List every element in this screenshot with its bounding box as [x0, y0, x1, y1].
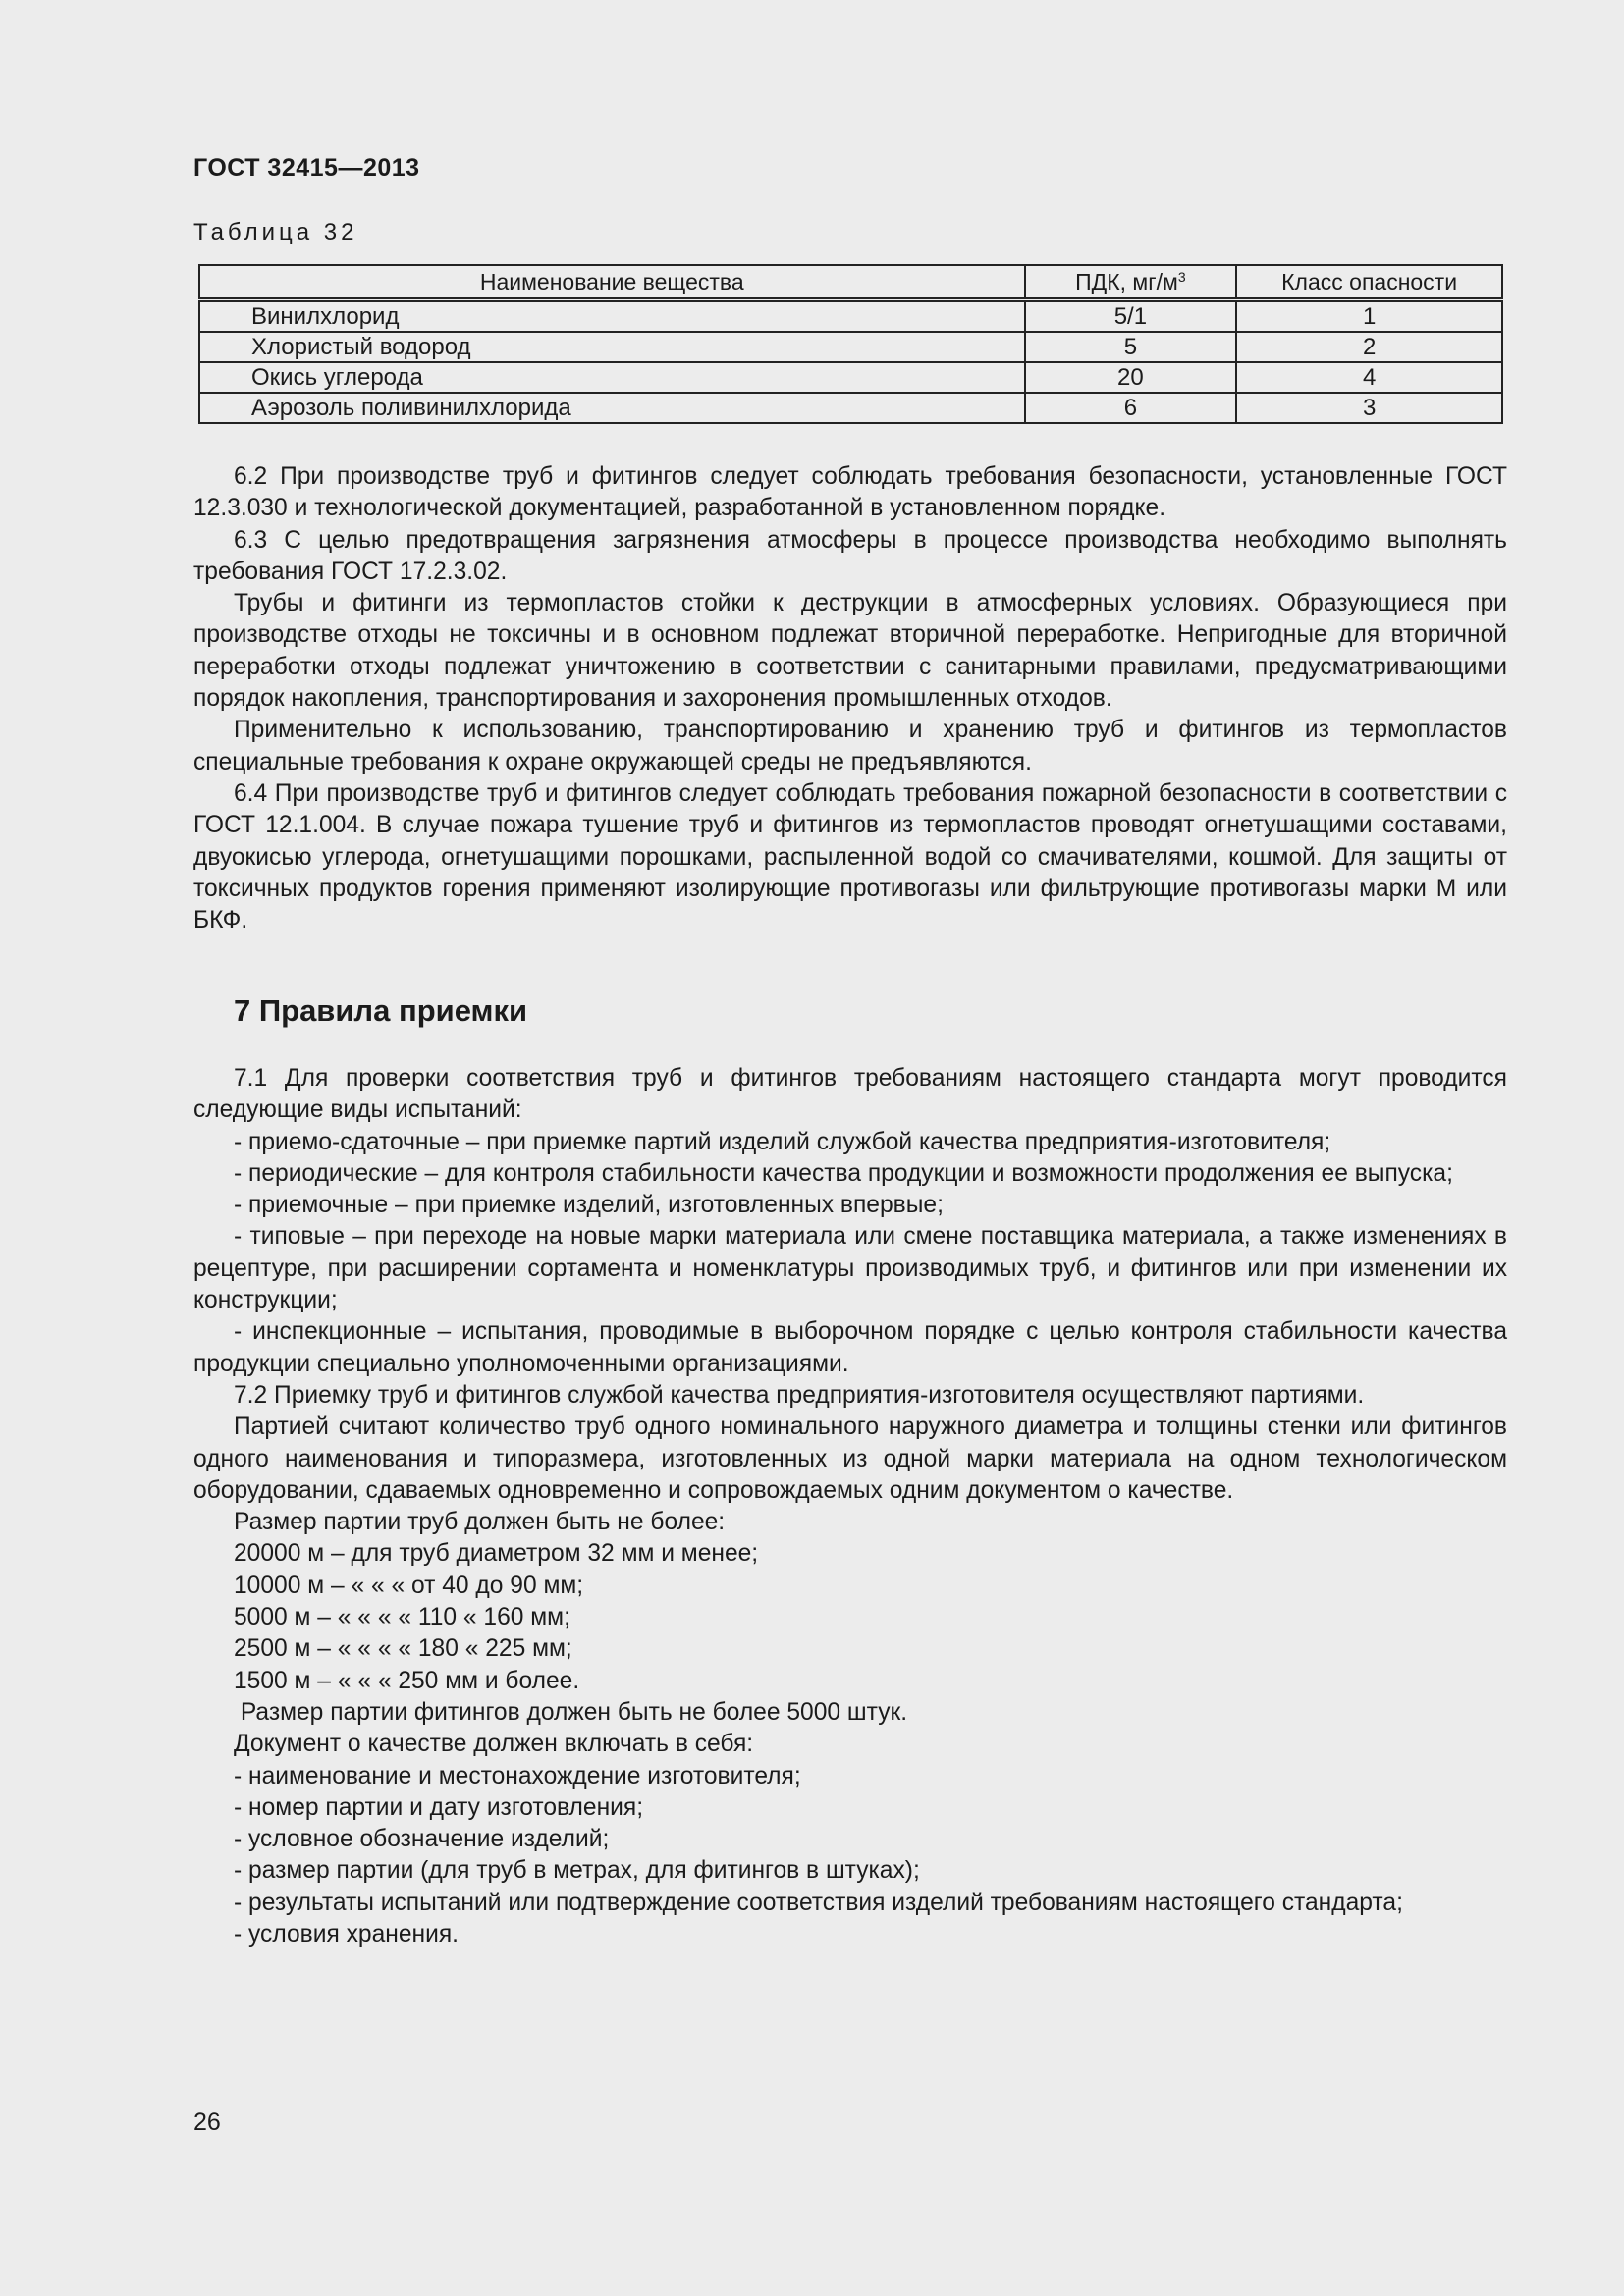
table-row — [199, 332, 1502, 362]
column-header-pdk — [1025, 265, 1237, 300]
list-item: - номер партии и дату изготовления; — [234, 1793, 644, 1821]
list-item: - наименование и местонахождение изготовителя; — [234, 1762, 801, 1789]
page-number: 26 — [193, 2109, 221, 2136]
paragraph-6-3: 6.3 С целью предотвращения загрязнения атмосферы в процессе производства необходимо выполнять требования ГОСТ 17.2.3.02. — [193, 526, 1507, 585]
list-item: - условия хранения. — [234, 1921, 459, 1949]
size-line: 1500 м – « « « 250 мм и более. — [234, 1667, 580, 1694]
pdk-superscript: 3 — [1177, 268, 1186, 285]
cell-name: Аэрозоль поливинилхлорида — [199, 393, 1025, 423]
table-caption: Таблица 32 — [193, 219, 358, 245]
paragraph-quality-document: Документ о качестве должен включать в себя: — [234, 1731, 754, 1758]
table-row — [199, 300, 1502, 333]
cell-pdk: 5 — [1025, 332, 1237, 362]
table-row — [199, 393, 1502, 423]
cell-class: 1 — [1236, 300, 1502, 333]
list-item: - периодические – для контроля стабильности качества продукции и возможности продолжения ее выпуска; — [234, 1159, 1453, 1187]
cell-pdk: 5/1 — [1025, 300, 1237, 333]
table-row — [199, 362, 1502, 393]
cell-class: 2 — [1236, 332, 1502, 362]
list-item: - условное обозначение изделий; — [234, 1826, 610, 1853]
table-header-row — [199, 265, 1502, 300]
cell-name: Винилхлорид — [199, 300, 1025, 333]
cell-class: 4 — [1236, 362, 1502, 393]
cell-pdk: 6 — [1025, 393, 1237, 423]
paragraph-7-2: 7.2 Приемку труб и фитингов службой качества предприятия-изготовителя осуществляют партиями. — [234, 1381, 1365, 1409]
list-item: - результаты испытаний или подтверждение соответствия изделий требованиям настоящего стандарта; — [234, 1889, 1403, 1916]
pdk-label: ПДК, мг/м — [1075, 268, 1178, 294]
section-7-text — [193, 1063, 1507, 1950]
section-7-title: 7 Правила приемки — [234, 993, 528, 1028]
size-line: 10000 м – « « « от 40 до 90 мм; — [234, 1572, 584, 1599]
paragraph-fittings-batch: Размер партии фитингов должен быть не более 5000 штук. — [234, 1698, 908, 1726]
size-line: 2500 м – « « « « 180 « 225 мм; — [234, 1635, 572, 1663]
paragraph-pipes-destruction: Трубы и фитинги из термопластов стойки к деструкции в атмосферных условиях. Образующиеся при производстве отходы не токсичны и в основном подлежат вторичной переработке. Непригодные для вторичной переработки отходы подлежат уничтожению в соответствии с санитарными правилами, предусматривающими порядок накопления, транспортирования и захоронения промышленных отходов. — [193, 590, 1507, 713]
cell-name: Окись углерода — [199, 362, 1025, 393]
paragraph-batch-definition: Партией считают количество труб одного номинального наружного диаметра и толщины стенки или фитингов одного наименования и типоразмера, изготовленных из одной марки материала на одном технологическом оборудовании, сдаваемых одновременно и сопровождаемых одним документом о качестве. — [193, 1414, 1507, 1504]
paragraph-6-4: 6.4 При производстве труб и фитингов следует соблюдать требования пожарной безопасности в соответствии с ГОСТ 12.1.004. В случае пожара тушение труб и фитингов из термопластов проводят огнетушащими составами, двуокисью углерода, огнетушащими порошками, распыленной водой со смачивателями, кошмой. Для защиты от токсичных продуктов горения применяют изолирующие противогазы или фильтрующие противогазы марки М или БКФ. — [193, 779, 1507, 934]
paragraph-environment: Применительно к использованию, транспортированию и хранению труб и фитингов из термопластов специальные требования к охране окружающей среды не предъявляются. — [193, 717, 1507, 775]
size-line: 5000 м – « « « « 110 « 160 мм; — [234, 1604, 570, 1631]
size-line: 20000 м – для труб диаметром 32 мм и менее; — [234, 1540, 759, 1568]
list-item: - размер партии (для труб в метрах, для фитингов в штуках); — [234, 1857, 920, 1885]
paragraph-6-2: 6.2 При производстве труб и фитингов следует соблюдать требования безопасности, установленные ГОСТ 12.3.030 и технологической документацией, разработанной в установленном порядке. — [193, 463, 1507, 522]
section-6-text — [193, 461, 1507, 936]
cell-class: 3 — [1236, 393, 1502, 423]
list-item: - приемо-сдаточные – при приемке партий изделий службой качества предприятия-изготовителя; — [234, 1128, 1331, 1155]
list-item: - типовые – при переходе на новые марки материала или смене поставщика материала, а также изменениях в рецептуре, при расширении сортамента и номенклатуры производимых труб, и фитингов или при изменении их конструкции; — [193, 1223, 1507, 1314]
column-header-name: Наименование вещества — [199, 265, 1025, 300]
cell-pdk: 20 — [1025, 362, 1237, 393]
substances-table — [198, 264, 1503, 424]
column-header-class: Класс опасности — [1236, 265, 1502, 300]
paragraph-batch-size: Размер партии труб должен быть не более: — [234, 1509, 726, 1536]
list-item: - приемочные – при приемке изделий, изготовленных впервые; — [234, 1192, 944, 1219]
list-item: - инспекционные – испытания, проводимые в выборочном порядке с целью контроля стабильности качества продукции специально уполномоченными организациями. — [193, 1318, 1507, 1377]
paragraph-7-1: 7.1 Для проверки соответствия труб и фитингов требованиям настоящего стандарта могут проводится следующие виды испытаний: — [193, 1065, 1507, 1124]
cell-name: Хлористый водород — [199, 332, 1025, 362]
standard-header: ГОСТ 32415—2013 — [193, 154, 420, 182]
